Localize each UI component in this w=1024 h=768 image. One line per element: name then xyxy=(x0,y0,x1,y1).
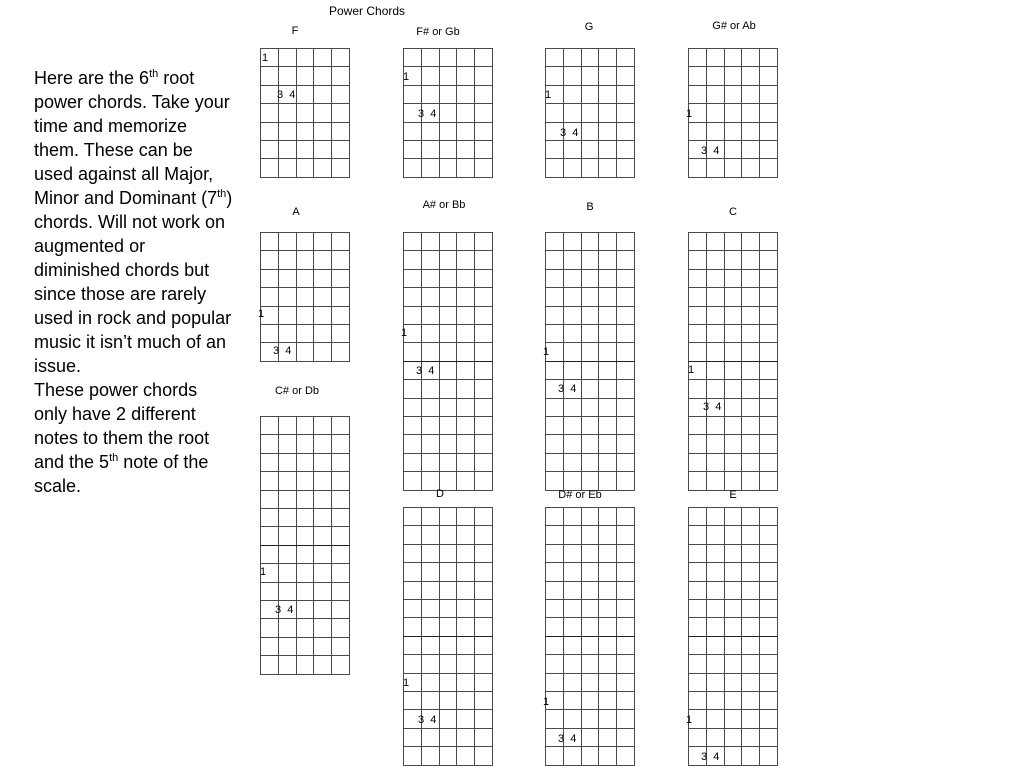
fret-line xyxy=(260,140,350,141)
fret-line xyxy=(260,287,350,288)
fret-line xyxy=(688,85,778,86)
fret-line xyxy=(545,636,635,637)
fret-line xyxy=(260,453,350,454)
chord-label-d: D xyxy=(436,488,444,500)
fret-line xyxy=(403,379,493,380)
intro-p2-a: These power chords only have 2 different notes to them the root and the 5 xyxy=(34,380,210,472)
chord-label-g: G xyxy=(584,21,594,33)
fret-line xyxy=(403,765,493,766)
fret-line xyxy=(260,48,350,49)
fretboard-grid-cs xyxy=(260,416,350,675)
fret-line xyxy=(403,324,493,325)
fifth-fingers-g: 3 4 xyxy=(560,127,579,139)
root-finger-as: 1 xyxy=(401,327,408,339)
fret-line xyxy=(545,287,635,288)
fretboard-grid-e xyxy=(688,507,778,766)
fret-line xyxy=(403,269,493,270)
fret-line xyxy=(403,636,493,637)
fret-line xyxy=(260,508,350,509)
fret-line xyxy=(403,416,493,417)
fretboard-grid-fs xyxy=(403,48,493,178)
fret-line xyxy=(403,453,493,454)
fret-line xyxy=(260,563,350,564)
intro-p1-sup1: th xyxy=(149,68,159,80)
fret-line xyxy=(545,250,635,251)
fret-line xyxy=(545,122,635,123)
fret-line xyxy=(403,599,493,600)
root-finger-c: 1 xyxy=(688,364,695,376)
fretboard-grid-as xyxy=(403,232,493,491)
root-finger-cs: 1 xyxy=(260,566,267,578)
fret-line xyxy=(688,525,778,526)
fret-line xyxy=(688,654,778,655)
intro-text xyxy=(34,66,234,498)
fret-line xyxy=(688,765,778,766)
chord-label-a: A xyxy=(292,206,300,218)
fret-line xyxy=(545,453,635,454)
fret-line xyxy=(545,85,635,86)
fret-line xyxy=(403,361,493,362)
root-finger-d: 1 xyxy=(403,677,410,689)
fifth-fingers-b: 3 4 xyxy=(558,383,577,395)
fret-line xyxy=(403,673,493,674)
fret-line xyxy=(688,691,778,692)
fret-line xyxy=(260,361,350,362)
fret-line xyxy=(545,177,635,178)
intro-p1-sup2: th xyxy=(217,188,227,200)
fret-line xyxy=(545,691,635,692)
fret-line xyxy=(260,177,350,178)
fret-line xyxy=(545,434,635,435)
fret-line xyxy=(545,581,635,582)
fret-line xyxy=(688,140,778,141)
fret-line xyxy=(260,269,350,270)
fret-line xyxy=(260,434,350,435)
fret-line xyxy=(688,416,778,417)
fret-line xyxy=(403,140,493,141)
fret-line xyxy=(545,746,635,747)
fret-line xyxy=(688,673,778,674)
chord-label-e: E xyxy=(729,489,737,501)
fret-line xyxy=(688,379,778,380)
fret-line xyxy=(545,158,635,159)
chord-label-gs: G# or Ab xyxy=(712,20,756,32)
fret-line xyxy=(545,48,635,49)
fret-line xyxy=(688,269,778,270)
fret-line xyxy=(260,158,350,159)
fret-line xyxy=(545,361,635,362)
fret-line xyxy=(688,617,778,618)
fret-line xyxy=(688,636,778,637)
intro-p1-c: ) chords. Will not work on augmented or diminished chords but since those are rarely used in rock and popular music it isn’t much of an issue. xyxy=(34,188,233,376)
fret-line xyxy=(260,232,350,233)
fret-line xyxy=(688,287,778,288)
fret-line xyxy=(545,140,635,141)
root-finger-fs: 1 xyxy=(403,71,410,83)
fretboard-grid-g xyxy=(545,48,635,178)
fret-line xyxy=(403,691,493,692)
fret-line xyxy=(403,434,493,435)
fret-line xyxy=(688,342,778,343)
fret-line xyxy=(403,709,493,710)
fret-line xyxy=(545,306,635,307)
fret-line xyxy=(403,728,493,729)
fret-line xyxy=(403,746,493,747)
fret-line xyxy=(688,581,778,582)
fretboard-grid-a xyxy=(260,232,350,362)
fret-line xyxy=(688,361,778,362)
fret-line xyxy=(260,85,350,86)
fret-line xyxy=(688,728,778,729)
fret-line xyxy=(260,306,350,307)
fret-line xyxy=(688,324,778,325)
fret-line xyxy=(260,674,350,675)
fret-line xyxy=(545,709,635,710)
intro-p1-a: Here are the 6 xyxy=(34,68,150,88)
fret-line xyxy=(260,416,350,417)
fret-line xyxy=(260,103,350,104)
fret-line xyxy=(403,122,493,123)
intro-p2-sup: th xyxy=(109,452,119,464)
fifth-fingers-e: 3 4 xyxy=(701,751,720,763)
fret-line xyxy=(403,342,493,343)
fret-line xyxy=(260,122,350,123)
root-finger-e: 1 xyxy=(686,714,693,726)
fret-line xyxy=(545,379,635,380)
fret-line xyxy=(688,562,778,563)
fret-line xyxy=(403,562,493,563)
fret-line xyxy=(403,617,493,618)
fret-line xyxy=(403,158,493,159)
fifth-fingers-gs: 3 4 xyxy=(701,145,720,157)
fret-line xyxy=(260,66,350,67)
fret-line xyxy=(403,306,493,307)
fret-line xyxy=(403,48,493,49)
fret-line xyxy=(545,617,635,618)
fret-line xyxy=(688,471,778,472)
chord-label-ds: D# or Eb xyxy=(558,489,602,501)
chord-label-cs: C# or Db xyxy=(274,385,320,397)
fret-line xyxy=(260,342,350,343)
fret-line xyxy=(403,525,493,526)
intro-p2-b: note of the scale. xyxy=(34,452,209,496)
fret-line xyxy=(260,545,350,546)
fret-line xyxy=(403,398,493,399)
fret-line xyxy=(688,507,778,508)
fret-line xyxy=(688,66,778,67)
fret-line xyxy=(260,582,350,583)
intro-p1-b: root power chords. Take your time and memorize them. These can be used against all Major, Minor and Dominant (7 xyxy=(34,68,230,208)
slide-title: Power Chords xyxy=(329,4,406,18)
chord-label-c: C xyxy=(729,206,737,218)
fret-line xyxy=(403,232,493,233)
fret-line xyxy=(688,746,778,747)
fret-line xyxy=(688,453,778,454)
root-finger-f: 1 xyxy=(262,52,269,64)
fret-line xyxy=(545,544,635,545)
fret-line xyxy=(545,507,635,508)
fret-line xyxy=(403,471,493,472)
fret-line xyxy=(260,471,350,472)
fret-line xyxy=(688,177,778,178)
fret-line xyxy=(403,287,493,288)
fret-line xyxy=(545,324,635,325)
fret-line xyxy=(403,250,493,251)
fret-line xyxy=(260,324,350,325)
fretboard-grid-ds xyxy=(545,507,635,766)
fret-line xyxy=(545,232,635,233)
fret-line xyxy=(545,562,635,563)
fret-line xyxy=(688,544,778,545)
fret-line xyxy=(688,158,778,159)
fret-line xyxy=(545,525,635,526)
fret-line xyxy=(545,471,635,472)
fifth-fingers-as: 3 4 xyxy=(416,365,435,377)
fret-line xyxy=(688,250,778,251)
fret-line xyxy=(545,673,635,674)
fret-line xyxy=(688,709,778,710)
fret-line xyxy=(545,103,635,104)
fret-line xyxy=(688,232,778,233)
fifth-fingers-cs: 3 4 xyxy=(275,604,294,616)
fret-line xyxy=(545,342,635,343)
fretboard-grid-c xyxy=(688,232,778,491)
fret-line xyxy=(545,416,635,417)
fret-line xyxy=(403,544,493,545)
fifth-fingers-f: 3 4 xyxy=(277,89,296,101)
chord-label-as: A# or Bb xyxy=(422,199,466,211)
fret-line xyxy=(688,48,778,49)
root-finger-ds: 1 xyxy=(543,696,550,708)
fret-line xyxy=(260,600,350,601)
fret-line xyxy=(545,269,635,270)
fret-line xyxy=(403,581,493,582)
fret-line xyxy=(403,177,493,178)
fifth-fingers-c: 3 4 xyxy=(703,401,722,413)
fret-line xyxy=(260,250,350,251)
chord-label-b: B xyxy=(586,201,594,213)
root-finger-g: 1 xyxy=(545,89,552,101)
root-finger-a: 1 xyxy=(258,308,265,320)
fifth-fingers-ds: 3 4 xyxy=(558,733,577,745)
fret-line xyxy=(403,85,493,86)
fret-line xyxy=(688,122,778,123)
fretboard-grid-d xyxy=(403,507,493,766)
fret-line xyxy=(403,103,493,104)
fret-line xyxy=(260,618,350,619)
chord-label-f: F xyxy=(291,25,299,37)
fret-line xyxy=(260,490,350,491)
fret-line xyxy=(260,526,350,527)
fret-line xyxy=(260,637,350,638)
fret-line xyxy=(688,599,778,600)
fret-line xyxy=(545,654,635,655)
root-finger-b: 1 xyxy=(543,346,550,358)
fifth-fingers-d: 3 4 xyxy=(418,714,437,726)
fret-line xyxy=(403,490,493,491)
fret-line xyxy=(545,599,635,600)
fret-line xyxy=(545,765,635,766)
fret-line xyxy=(545,728,635,729)
fret-line xyxy=(403,66,493,67)
fretboard-grid-gs xyxy=(688,48,778,178)
fret-line xyxy=(688,398,778,399)
fretboard-grid-b xyxy=(545,232,635,491)
fret-line xyxy=(688,306,778,307)
fifth-fingers-a: 3 4 xyxy=(273,345,292,357)
chord-label-fs: F# or Gb xyxy=(416,26,460,38)
fret-line xyxy=(688,103,778,104)
fret-line xyxy=(545,398,635,399)
fretboard-grid-f xyxy=(260,48,350,178)
fret-line xyxy=(403,507,493,508)
fret-line xyxy=(688,434,778,435)
fret-line xyxy=(403,654,493,655)
fret-line xyxy=(260,655,350,656)
fifth-fingers-fs: 3 4 xyxy=(418,108,437,120)
fret-line xyxy=(545,66,635,67)
root-finger-gs: 1 xyxy=(686,108,693,120)
